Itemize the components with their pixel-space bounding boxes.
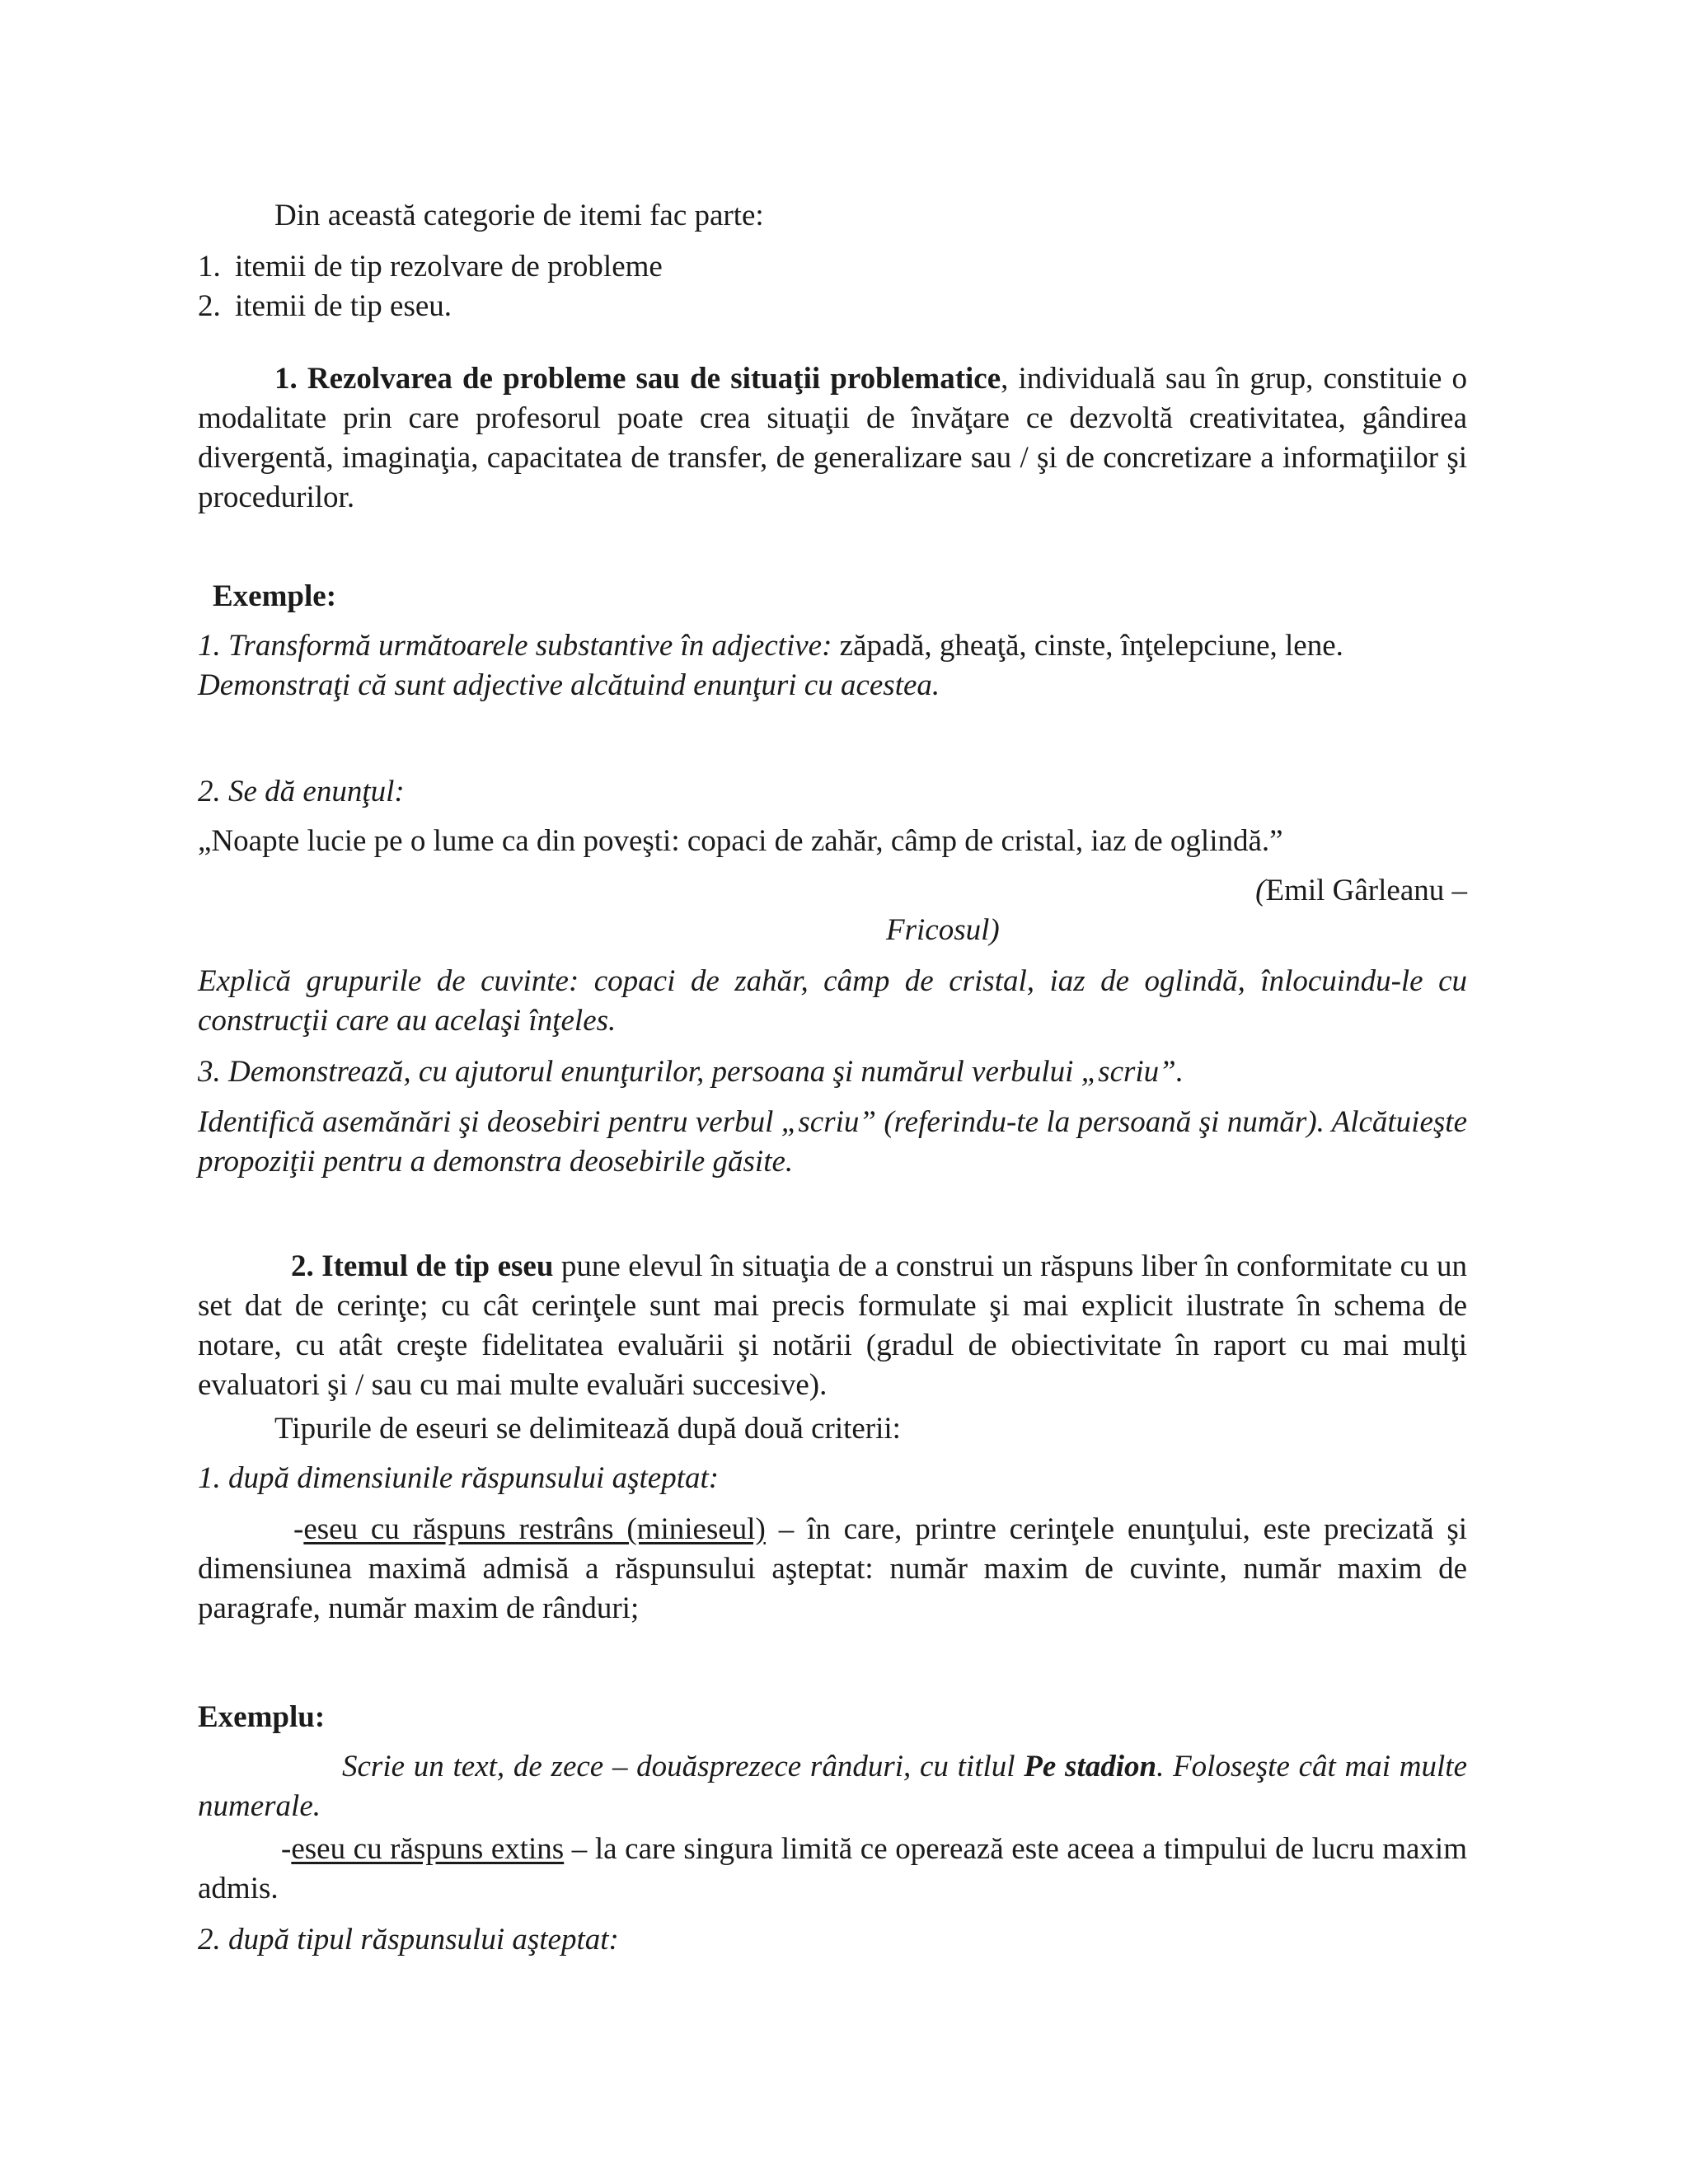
quote-work-title-text: Fricosul)	[886, 913, 1000, 947]
short-essay-term: eseu cu răspuns restrâns (minieseul)	[303, 1512, 766, 1546]
extended-essay-dash: -	[281, 1832, 292, 1866]
example-3-identify-text: Identifică asemănări şi deosebiri pentru verbul „scriu” (referindu-te la persoană şi număr). Alcătuieşte propoziţii pentru a demonstra deosebirile găsite.	[198, 1105, 1467, 1179]
example-3-label	[198, 1052, 1467, 1092]
list-item	[198, 247, 1467, 287]
example-1-demonstration: Demonstraţi că sunt adjective alcătuind enunţuri cu acestea.	[198, 668, 940, 702]
intro-text: Din această categorie de itemi fac parte:	[274, 199, 764, 232]
example-1-instruction: 1. Transformă următoarele substantive în adjective:	[198, 629, 832, 663]
essay-example-title: Pe stadion	[1024, 1750, 1157, 1783]
example-3-identify	[198, 1103, 1467, 1182]
essay-heading: 2. Itemul de tip eseu	[291, 1249, 554, 1283]
example-heading-text: Exemplu:	[198, 1700, 326, 1734]
criterion-2-text: 2. după tipul răspunsului aşteptat:	[198, 1923, 619, 1957]
quote-attribution	[198, 871, 1467, 911]
criterion-2	[198, 1920, 1467, 1960]
problem-solving-text: , individuală sau în grup, constituie o modalitate prin care profesorul poate crea situaţii de învăţare ce dezvoltă creativitatea, gândirea divergentă, imaginaţia, capacitatea de transfer, de generalizare sau / şi de concretizare a informaţiilor şi procedurilor.	[198, 362, 1467, 514]
extended-essay-text: – la care singura limită ce operează este aceea a timpului de lucru maxim admis.	[198, 1832, 1467, 1905]
short-essay-paragraph	[198, 1510, 1467, 1629]
list-text: itemii de tip rezolvare de probleme	[235, 250, 663, 284]
problem-solving-heading: 1. Rezolvarea de probleme sau de situaţii problematice	[274, 362, 1001, 396]
attribution-author: Emil Gârleanu –	[1265, 874, 1467, 907]
criterion-1	[198, 1459, 1467, 1498]
extended-essay-term: eseu cu răspuns extins	[291, 1832, 565, 1866]
criterion-1-text: 1. după dimensiunile răspunsului aşteptat:	[198, 1461, 720, 1495]
short-essay-text: – în care, printre cerinţele enunţului, este precizată şi dimensiunea maximă admisă a răspunsului aşteptat: număr maxim de cuvinte, număr maxim de paragrafe, număr maxim de rânduri;	[198, 1512, 1467, 1625]
example-2-explanation	[198, 962, 1467, 1041]
short-essay-dash: -	[293, 1512, 304, 1546]
example-2-quote-text: „Noapte lucie pe o lume ca din poveşti: copaci de zahăr, câmp de cristal, iaz de oglindă.”	[198, 824, 1283, 858]
list-number: 2.	[198, 289, 221, 323]
example-2-label	[198, 772, 1467, 812]
quote-work-title	[886, 911, 1216, 950]
essay-example-pre: Scrie un text, de zece – douăsprezece rânduri, cu titlul	[342, 1750, 1025, 1783]
essay-text: pune elevul în situaţia de a construi un răspuns liber în conformitate cu un set dat de cerinţe; cu cât cerinţele sunt mai precis formulate şi mai explicit ilustrate în schema de notare, cu atât creşte fidelitatea evaluării şi notării (gradul de obiectivitate în raport cu mai mulţi evaluatori şi / sau cu mai multe evaluări succesive).	[198, 1249, 1468, 1402]
list-item	[198, 287, 1467, 326]
essay-example	[198, 1747, 1467, 1826]
essay-example-post: . Foloseşte cât mai multe numerale.	[198, 1750, 1467, 1823]
essay-paragraph	[198, 1247, 1467, 1405]
example-2-quote	[198, 822, 1467, 861]
criteria-paragraph	[198, 1409, 1467, 1449]
list-number: 1.	[198, 250, 221, 284]
item-type-list	[198, 247, 1467, 326]
example-1-words: zăpadă, gheaţă, cinste, înţelepciune, lene.	[832, 629, 1343, 663]
attribution-paren: (	[1255, 874, 1266, 907]
problem-solving-paragraph	[198, 359, 1467, 518]
intro-paragraph	[198, 196, 1467, 236]
example-2-explanation-text: Explică grupurile de cuvinte: copaci de zahăr, câmp de cristal, iaz de oglindă, înlocuindu-le cu construcţii care au acelaşi înţeles.	[198, 964, 1467, 1038]
example-2-label-text: 2. Se dă enunţul:	[198, 775, 405, 808]
list-text: itemii de tip eseu.	[235, 289, 452, 323]
examples-heading-text: Exemple:	[213, 579, 337, 613]
example-heading	[198, 1698, 1467, 1737]
extended-essay-paragraph	[198, 1830, 1467, 1909]
criteria-text: Tipurile de eseuri se delimitează după două criterii:	[274, 1412, 901, 1446]
example-3-label-text: 3. Demonstrează, cu ajutorul enunţurilor, persoana şi numărul verbului „scriu”.	[198, 1055, 1184, 1089]
example-1	[198, 626, 1467, 705]
examples-heading	[213, 577, 1482, 616]
